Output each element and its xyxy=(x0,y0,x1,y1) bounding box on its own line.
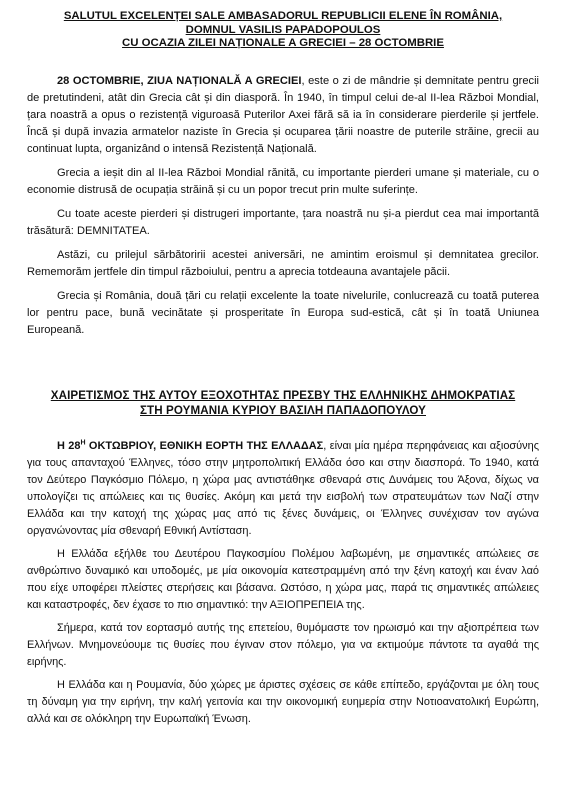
romanian-paragraph-2: Grecia a ieșit din al II-lea Război Mondial rănită, cu importante pierderi umane și materiale, cu o economie distrusă de ocupația străină și cu un popor trecut prin multe suferințe. xyxy=(27,166,539,196)
greek-paragraph-2: Η Ελλάδα εξήλθε του Δευτέρου Παγκοσμίου Πολέμου λαβωμένη, με σημαντικές απώλειες σε ανθρώπινο δυναμικό και υποδομές, με μία οικονομία κατεστραμμένη από την ξένη κατοχή και έναν λαό που είχε υποφέρει πλείστες στερήσεις και βάσανα. Ωστόσο, η χώρα μας, παρά τις σημαντικές απώλειες και καταστροφές, δεν έχασε το πιο σημαντικό: την ΑΞΙΟΠΡΕΠΕΙΑ της. xyxy=(27,547,539,611)
greek-title-line-2: ΣΤΗ ΡΟΥΜΑΝΙΑ ΚΥΡΙΟΥ ΒΑΣΙΛΗ ΠΑΠΑΔΟΠΟΥΛΟΥ xyxy=(140,403,426,417)
greek-lead-text: ΟΚΤΩΒΡΙΟΥ, ΕΘΝΙΚΗ ΕΟΡΤΗ ΤΗΣ ΕΛΛΑΔΑΣ xyxy=(85,439,324,452)
romanian-paragraph-3: Cu toate aceste pierderi și distrugeri importante, țara noastră nu și-a pierdut cea mai importantă trăsătură: DEMNITATEA. xyxy=(27,207,539,237)
romanian-title-line-2: DOMNUL VASILIS PAPADOPOULOS xyxy=(185,23,381,36)
romanian-paragraph-1 xyxy=(27,73,539,158)
romanian-section xyxy=(27,10,539,339)
greek-title xyxy=(27,388,539,418)
greek-lead-superscript: Η xyxy=(80,439,86,447)
greek-paragraph-4: Η Ελλάδα και η Ρουμανία, δύο χώρες με άριστες σχέσεις σε κάθε επίπεδο, εργάζονται με όλη τους τη δύναμη για την ειρήνη, την καλή γειτονία και την οικονομική ευημερία στην Νοτιοανατολική Ευρώπη, αλλά και σε ολόκληρη την Ευρωπαϊκή Ένωση. xyxy=(27,678,539,725)
greek-lead xyxy=(57,440,323,452)
romanian-title-line-3: CU OCAZIA ZILEI NAȚIONALE A GRECIEI – 28 OCTOMBRIE xyxy=(122,37,444,50)
greek-paragraph-1 xyxy=(27,438,539,540)
romanian-paragraph-5: Grecia și România, două țări cu relații excelente la toate nivelurile, conlucrează cu toată puterea lor pentru pace, bună vecinătate și prosperitate în Europa sud-estică, cât și în toată Uniunea Europeană. xyxy=(27,289,539,336)
greek-paragraph-3: Σήμερα, κατά τον εορτασμό αυτής της επετείου, θυμόμαστε τον ηρωισμό και την αξιοπρέπεια των Ελλήνων. Μνημονεύουμε τις θυσίες που έγιναν στον πόλεμο, για να εκτιμούμε πάντοτε τα αγαθά της ειρήνης. xyxy=(27,621,539,668)
romanian-paragraph-1-text: , este o zi de mândrie și demnitate pentru grecii de pretutindeni, atât din Grecia cât și din diasporă. În 1940, în timpul celui de-al II-lea Război Mondial, țara noastră a opus o rezistență viguroasă Puterilor Axei fără să ia în considerare pierderile și jertfele. Încă și după invazia armatelor naziste în Grecia și ocuparea țării noastre de puterile străine, grecii au continuat lupta, organizând o intensă Rezistență Națională. xyxy=(27,74,539,155)
romanian-title xyxy=(27,10,539,51)
greek-paragraph-1-text: , είναι μία ημέρα περηφάνειας και αξιοσύνης για τους απανταχού Έλληνες, τόσο στην μητροπολιτική Ελλάδα όσο και στην διασπορά. Το 1940, κατά τον Δεύτερο Παγκόσμιο Πόλεμο, η χώρα μας αντιστάθηκε σθεναρά στις Δυνάμεις του Άξονα, δίχως να υπολογίζει τις απώλειες και τις θυσίες. Ακόμη και μετά την εισβολή των στρατευμάτων των Ναζί στην Ελλάδα και την κατοχή της χώρας μας από τις ξένες δυνάμεις, οι Έλληνες συνέχισαν τον αγώνα οργανώνοντας μία σθεναρή Εθνική Αντίσταση. xyxy=(27,439,539,537)
greek-lead-date: Η 28 xyxy=(57,439,81,452)
greek-title-line-1: ΧΑΙΡΕΤΙΣΜΟΣ ΤΗΣ ΑΥΤΟΥ ΕΞΟΧΟΤΗΤΑΣ ΠΡΕΣΒΥ ΤΗΣ ΕΛΛΗΝΙΚΗΣ ΔΗΜΟΚΡΑΤΙΑΣ xyxy=(50,388,516,402)
romanian-lead: 28 OCTOMBRIE, ZIUA NAȚIONALĂ A GRECIEI xyxy=(57,74,302,87)
romanian-title-line-1: SALUTUL EXCELENȚEI SALE AMBASADORUL REPUBLICII ELENE ÎN ROMÂNIA, xyxy=(63,10,503,22)
greek-section xyxy=(27,388,539,728)
romanian-paragraph-4: Astăzi, cu prilejul sărbătoririi acestei aniversări, ne amintim eroismul și demnitatea grecilor. Rememorăm jertfele din timpul războiului, pentru a aprecia totdeauna avantajele păcii. xyxy=(27,248,539,278)
greek-body xyxy=(27,438,539,728)
romanian-body xyxy=(27,73,539,339)
